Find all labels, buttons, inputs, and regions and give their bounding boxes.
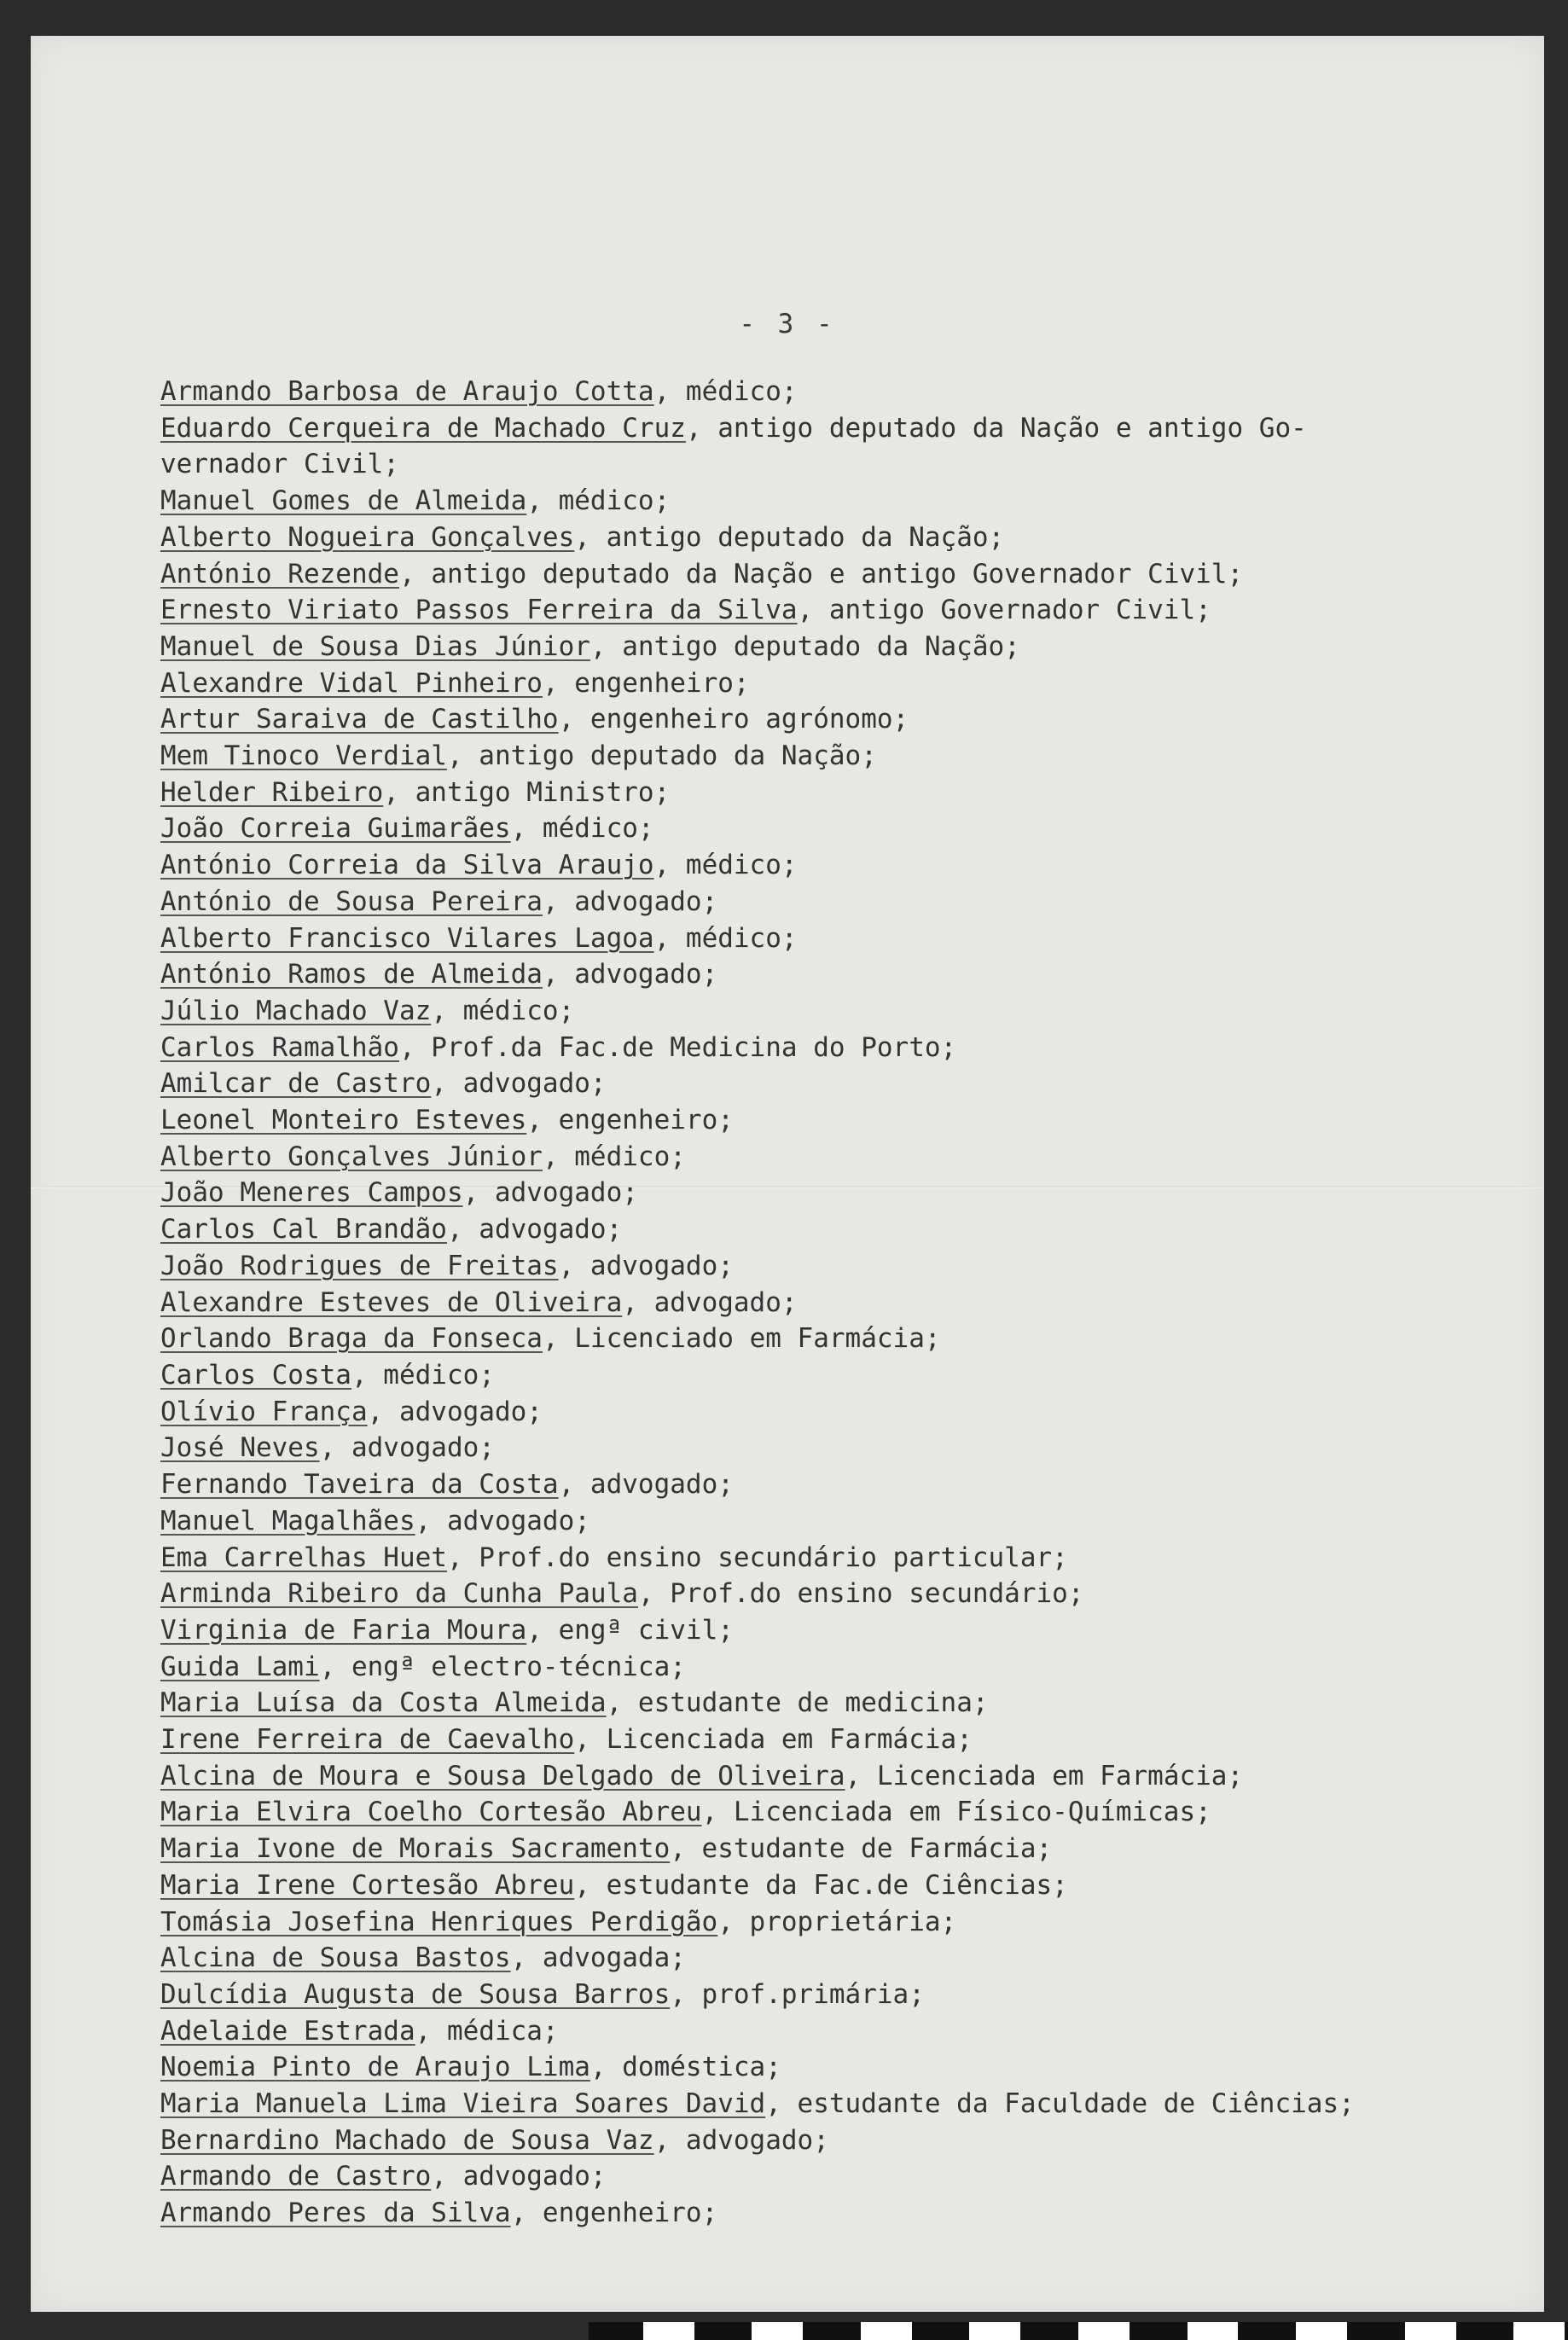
person-description: , estudante da Faculdade de Ciências;: [765, 2088, 1355, 2120]
person-name: Guida Lami: [160, 1651, 320, 1682]
person-name: Maria Ivone de Morais Sacramento: [160, 1833, 671, 1865]
list-item: [160, 2122, 1474, 2159]
person-name: João Rodrigues de Freitas: [160, 1250, 559, 1281]
person-name: Leonel Monteiro Esteves: [160, 1105, 527, 1136]
list-item: [160, 1831, 1474, 1867]
list-item: [160, 520, 1474, 556]
person-name: Armando Barbosa de Araujo Cotta: [160, 376, 654, 407]
list-item: [160, 920, 1474, 957]
list-item: [160, 1576, 1474, 1612]
person-name: Manuel Magalhães: [160, 1505, 415, 1536]
person-name: Eduardo Cerqueira de Machado Cruz: [160, 412, 686, 444]
person-description: , advogado;: [558, 1250, 734, 1281]
person-description: , doméstica;: [589, 2052, 781, 2083]
page-number: - 3 -: [739, 309, 836, 340]
person-name: Ema Carrelhas Huet: [160, 1542, 447, 1573]
list-item: [160, 446, 1474, 483]
list-item: [160, 483, 1474, 520]
person-description: , advogado;: [542, 885, 718, 917]
list-item: [160, 993, 1474, 1030]
person-description: , engenheiro;: [542, 667, 750, 699]
person-name: João Meneres Campos: [160, 1177, 463, 1209]
person-description: , antigo Governador Civil;: [797, 595, 1211, 626]
person-name: Arminda Ribeiro da Cunha Paula: [160, 1578, 638, 1610]
person-description: , advogado;: [446, 1214, 623, 1245]
person-description: vernador Civil;: [160, 449, 399, 480]
list-item: [160, 1065, 1474, 1102]
person-name: António Rezende: [160, 558, 399, 589]
person-description: , Prof.do ensino secundário;: [637, 1578, 1084, 1610]
person-name: Fernando Taveira da Costa: [160, 1469, 559, 1501]
list-item: [160, 1430, 1474, 1466]
list-item: [160, 2086, 1474, 2122]
person-name: Adelaide Estrada: [160, 2015, 415, 2047]
list-item: [160, 592, 1474, 629]
person-description: , antigo deputado da Nação e antigo Governador Civil;: [398, 558, 1244, 589]
list-item: [160, 1977, 1474, 2013]
person-name: Carlos Cal Brandão: [160, 1214, 447, 1245]
person-description: , estudante de Farmácia;: [670, 1833, 1053, 1865]
person-description: , engenheiro agrónomo;: [558, 704, 909, 735]
list-item: [160, 810, 1474, 847]
person-name: Maria Luísa da Costa Almeida: [160, 1687, 607, 1719]
person-description: , advogado;: [415, 1505, 590, 1536]
person-name: Armando de Castro: [160, 2161, 432, 2192]
person-name: Amilcar de Castro: [160, 1068, 432, 1100]
person-name: Olívio França: [160, 1396, 368, 1427]
person-description: , médica;: [415, 2015, 559, 2047]
list-item: [160, 775, 1474, 811]
person-description: , Licenciado em Farmácia;: [542, 1323, 941, 1355]
person-name: Manuel Gomes de Almeida: [160, 485, 527, 517]
person-name: Carlos Costa: [160, 1359, 351, 1391]
person-name: Alcina de Sousa Bastos: [160, 1942, 511, 1974]
person-name: Mem Tinoco Verdial: [160, 740, 447, 772]
list-item: [160, 556, 1474, 593]
person-description: , estudante da Fac.de Ciências;: [574, 1869, 1068, 1901]
person-name: João Correia Guimarães: [160, 813, 511, 845]
person-description: , advogada;: [510, 1942, 686, 1974]
person-name: Alberto Francisco Vilares Lagoa: [160, 922, 654, 954]
person-name: António de Sousa Pereira: [160, 885, 543, 917]
person-name: Carlos Ramalhão: [160, 1031, 399, 1063]
person-name: Orlando Braga da Fonseca: [160, 1323, 543, 1355]
list-item: [160, 1685, 1474, 1722]
person-name: Artur Saraiva de Castilho: [160, 704, 559, 735]
person-description: , médico;: [526, 485, 671, 517]
person-name: Dulcídia Augusta de Sousa Barros: [160, 1978, 671, 2010]
list-item: [160, 1722, 1474, 1758]
person-description: , antigo deputado da Nação e antigo Go-: [685, 412, 1307, 444]
list-item: [160, 410, 1474, 447]
person-name: Virginia de Faria Moura: [160, 1614, 527, 1646]
person-name: José Neves: [160, 1432, 320, 1464]
list-item: [160, 1211, 1474, 1248]
list-item: [160, 956, 1474, 993]
person-description: , médico;: [653, 376, 798, 407]
person-description: , antigo deputado da Nação;: [446, 740, 877, 772]
person-name: Manuel de Sousa Dias Júnior: [160, 630, 590, 662]
list-item: [160, 1321, 1474, 1357]
list-item: [160, 1285, 1474, 1321]
list-item: [160, 1540, 1474, 1576]
person-description: , estudante de medicina;: [606, 1687, 989, 1719]
person-description: , advogado;: [431, 1068, 607, 1100]
person-name: Bernardino Machado de Sousa Vaz: [160, 2124, 654, 2156]
person-description: , médico;: [431, 995, 575, 1026]
list-item: [160, 2049, 1474, 2086]
list-item: [160, 2013, 1474, 2050]
list-item: [160, 1649, 1474, 1686]
person-name: Tomásia Josefina Henriques Perdigão: [160, 1906, 718, 1937]
person-description: , advogado;: [319, 1432, 495, 1464]
person-description: , engenheiro;: [526, 1105, 734, 1136]
person-description: , prof.primária;: [670, 1978, 925, 2010]
person-description: , proprietária;: [717, 1906, 957, 1937]
person-name: Alberto Nogueira Gonçalves: [160, 521, 575, 553]
list-item: [160, 1503, 1474, 1540]
person-description: , antigo deputado da Nação;: [589, 630, 1020, 662]
list-item: [160, 738, 1474, 775]
list-item: [160, 847, 1474, 884]
person-name: Maria Elvira Coelho Cortesão Abreu: [160, 1797, 702, 1828]
person-description: , médico;: [510, 813, 654, 845]
person-description: , Prof.da Fac.de Medicina do Porto;: [398, 1031, 957, 1063]
person-description: , advogado;: [558, 1469, 734, 1501]
list-item: [160, 884, 1474, 920]
scale-ruler: [589, 2322, 1568, 2340]
list-item: [160, 629, 1474, 665]
person-description: , médico;: [351, 1359, 495, 1391]
person-description: , Prof.do ensino secundário particular;: [446, 1542, 1068, 1573]
person-name: António Ramos de Almeida: [160, 959, 543, 990]
list-item: [160, 1794, 1474, 1831]
person-description: , advogado;: [542, 959, 718, 990]
person-name: Alcina de Moura e Sousa Delgado de Oliveira: [160, 1760, 845, 1791]
list-item: [160, 1139, 1474, 1176]
person-description: , engª electro-técnica;: [319, 1651, 686, 1682]
person-description: , médico;: [653, 850, 798, 881]
person-description: , advogado;: [367, 1396, 543, 1427]
person-description: , advogado;: [622, 1286, 798, 1318]
person-description: , antigo deputado da Nação;: [574, 521, 1005, 553]
person-description: , Licenciada em Físico-Químicas;: [701, 1797, 1211, 1828]
list-item: [160, 1940, 1474, 1977]
person-description: , médico;: [542, 1141, 686, 1172]
person-description: , antigo Ministro;: [383, 776, 671, 808]
person-description: , Licenciada em Farmácia;: [845, 1760, 1244, 1791]
person-description: , engª civil;: [526, 1614, 734, 1646]
person-name: Armando Peres da Silva: [160, 2198, 511, 2229]
list-item: [160, 1030, 1474, 1066]
person-name: Maria Irene Cortesão Abreu: [160, 1869, 575, 1901]
list-item: [160, 1102, 1474, 1139]
person-description: , engenheiro;: [510, 2198, 718, 2229]
document-page: [31, 36, 1544, 2312]
person-description: , advogado;: [462, 1177, 638, 1209]
person-description: , advogado;: [431, 2161, 607, 2192]
list-item: [160, 1758, 1474, 1795]
person-name: Júlio Machado Vaz: [160, 995, 432, 1026]
person-name: Alberto Gonçalves Júnior: [160, 1141, 543, 1172]
person-description: , Licenciada em Farmácia;: [574, 1724, 973, 1756]
person-description: , advogado;: [653, 2124, 829, 2156]
list-item: [160, 1394, 1474, 1431]
person-name: António Correia da Silva Araujo: [160, 850, 654, 881]
list-item: [160, 1248, 1474, 1285]
person-name: Alexandre Esteves de Oliveira: [160, 1286, 623, 1318]
signatory-list: [160, 374, 1474, 2232]
person-name: Helder Ribeiro: [160, 776, 384, 808]
list-item: [160, 665, 1474, 702]
list-item: [160, 2158, 1474, 2195]
person-name: Maria Manuela Lima Vieira Soares David: [160, 2088, 766, 2120]
list-item: [160, 2195, 1474, 2232]
list-item: [160, 374, 1474, 410]
list-item: [160, 1466, 1474, 1503]
person-name: Alexandre Vidal Pinheiro: [160, 667, 543, 699]
person-name: Ernesto Viriato Passos Ferreira da Silva: [160, 595, 798, 626]
person-description: , médico;: [653, 922, 798, 954]
list-item: [160, 701, 1474, 738]
list-item: [160, 1175, 1474, 1211]
list-item: [160, 1867, 1474, 1904]
person-name: Noemia Pinto de Araujo Lima: [160, 2052, 590, 2083]
list-item: [160, 1612, 1474, 1649]
person-name: Irene Ferreira de Caevalho: [160, 1724, 575, 1756]
list-item: [160, 1904, 1474, 1941]
list-item: [160, 1357, 1474, 1394]
